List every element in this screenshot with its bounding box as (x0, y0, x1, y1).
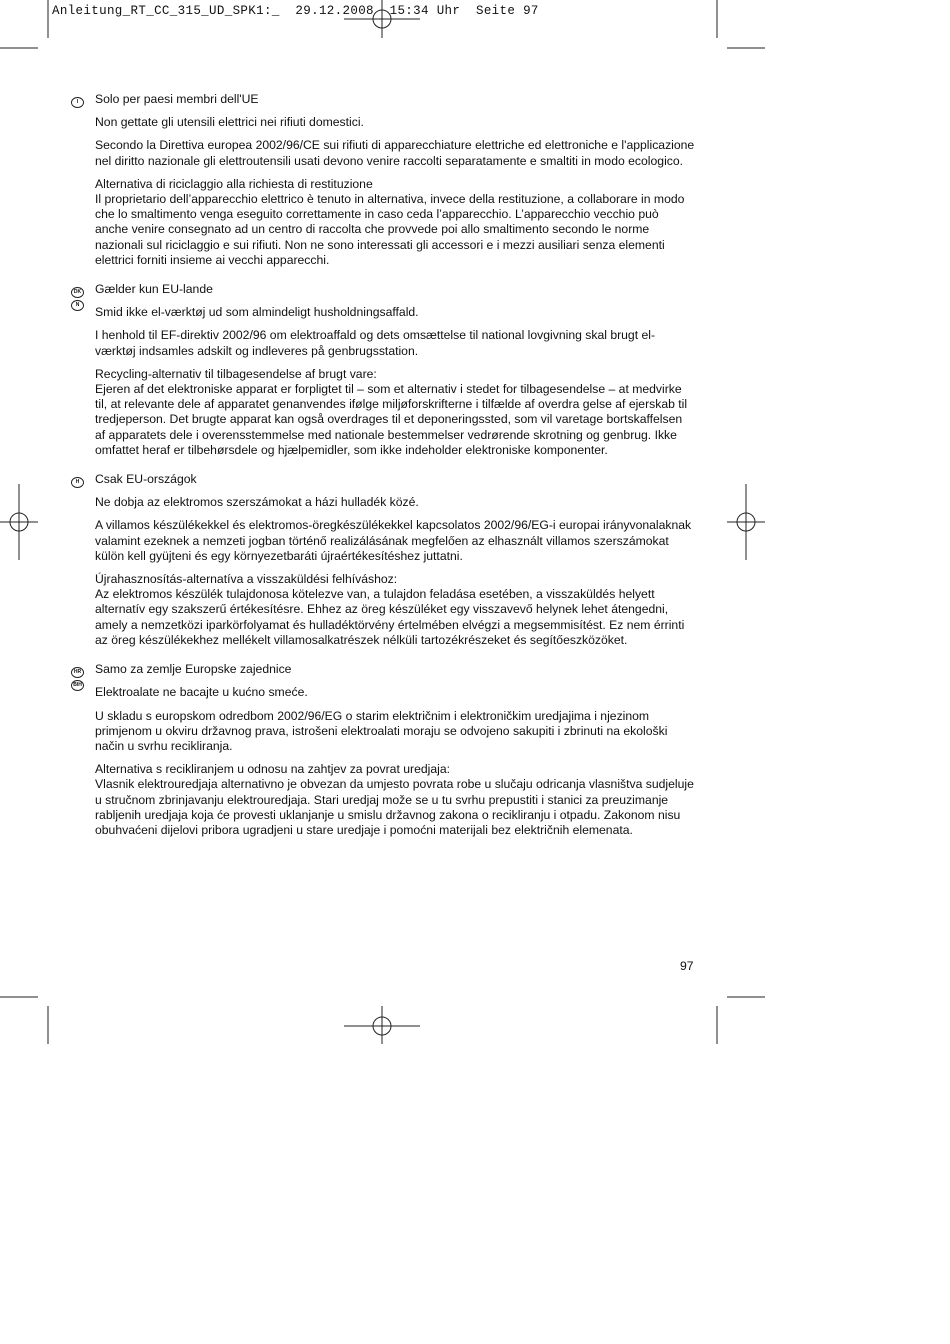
language-badge-icon: N (71, 300, 84, 311)
section-hungarian (75, 472, 695, 648)
page-content (73, 92, 695, 852)
section-heading: Solo per paesi membri dell'UE (95, 92, 259, 106)
language-badges (71, 477, 84, 490)
paragraph: Secondo la Direttiva europea 2002/96/CE sui rifiuti di apparecchiature elettriche ed elettroniche e l'applicazione nel diritto nazionale gli elettroutensili usati devono venire raccolti separatamente e smaltiti in modo ecologico. (95, 138, 695, 168)
paragraph: I henhold til EF-direktiv 2002/96 om elektroaffald og dets omsættelse til national lovgivning skal brugt el-værktøj indsamles adskilt og indleveres på genbrugsstation. (95, 328, 656, 358)
print-slug-line: Anleitung_RT_CC_315_UD_SPK1:_ 29.12.2008 15:34 Uhr Seite 97 (52, 4, 539, 18)
section-heading: Csak EU-országok (95, 472, 197, 487)
paragraph: Alternativa di riciclaggio alla richiesta di restituzione Il proprietario dell’apparecchio elettrico è tenuto in alternativa, invece della restituzione, a collaborare in modo che lo smaltimento venga eseguito correttamente in caso ceda l’apparecchio. L’apparecchio vecchio può anche venire consegnato ad un centro di raccolta che provvede poi allo smaltimento secondo le norme nazionali sul riciclaggio e sui rifiuti. Non ne sono interessati gli accessori e i mezzi ausiliari senza elementi elettrici forniti insieme ai vecchi apparecchi. (95, 176, 685, 267)
paragraph: Non gettate gli utensili elettrici nei rifiuti domestici. (95, 115, 364, 130)
paragraph: Recycling-alternativ til tilbagesendelse af brugt vare: Ejeren af det elektroniske apparat er forpligtet til – som et alternativ i stedet for tilbagesendelse – at medvirke til, at relevante dele af apparatet genanvendes ifølge miljøforskrifterne i tilfælde af overdra gelse af ejerskab til tredjeperson. Det brugte apparat kan også overdrages til et deponeringssted, som vil varetage bortskaffelsen af apparatets dele i overensstemmelse med nationale bestemmelser vedrørende skrotning og genbrug. Ikke omfattet heraf er tilbehørsdele og hjælpemidler, som ikke indeholder elektroniske komponenter. (95, 366, 688, 457)
paragraph: Ne dobja az elektromos szerszámokat a házi hulladék közé. (95, 495, 419, 510)
paragraph: A villamos készülékekkel és elektromos-öregkészülékekkel kapcsolatos 2002/96/EG-i europai irányvonalaknak valamint ezeknek a nemzeti jogban történő realizálásának megfelően az elhasznált villamos szerszámokat külön kell gyüjteni és egy környezetbaráti újraértékesítéshez juttatni. (95, 518, 692, 563)
language-badge-icon: I (71, 97, 84, 108)
language-badge-icon: H (71, 477, 84, 488)
paragraph: U skladu s europskom odredbom 2002/96/EG o starim električnim i elektroničkim uredjajima i njezinom primjenom u okviru državnog prava, istrošeni elektroalati moraju se odvojeno sakupiti i zbrinuti na ekološki način u svrhu recikliranja. (95, 708, 668, 753)
section-heading: Gælder kun EU-lande (95, 282, 213, 297)
paragraph: Smid ikke el-værktøj ud som almindeligt husholdningsaffald. (95, 305, 419, 320)
section-heading: Samo za zemlje Europske zajednice (95, 662, 292, 677)
language-badge-icon: BIH (71, 680, 84, 691)
paragraph: Alternativa s recikliranjem u odnosu na zahtjev za povrat uredjaja: Vlasnik elektrouredjaja alternativno je obvezan da umjesto povrata robe u slučaju odricanja vlasništva sudjeluje u stručnom zbrinjavanju elektrouredjaja. Stari uredjaj može se u tu svrhu prepustiti i stanici za preuzimanje rabljenih uredjaja koja će provesti uklanjanje u smislu državnog zakona o recikliranju i otpadu. Zakonom nisu obuhvaćeni dijelovi pribora ugradjeni u stare uredjaje i pomoćni materijali bez električnih elemenata. (95, 762, 694, 837)
language-badge-icon: DK (71, 287, 84, 298)
section-italian (76, 92, 695, 268)
language-badges (71, 287, 84, 313)
section-danish-norwegian (73, 282, 695, 458)
language-badges (71, 667, 84, 693)
section-croatian-bosnian (73, 662, 695, 838)
page-number: 97 (680, 959, 694, 973)
paragraph: Újrahasznosítás-alternatíva a visszaküldési felhíváshoz: Az elektromos készülék tulajdonosa kötelezve van, a tulajdon feladása esetében, a visszaküldés helyett alternatív egy szakszerű értékesítésre. Ehhez az öreg készüléket egy visszavevő helynek lehet átengedni, amely a nemzetközi iparkörfolyamat és hulladéktörvény értelmében elvégzi a megsemmisítést. Ez nem érrinti az öreg készülékekhez mellékelt villamosalkatrészek nélküli tartozékrészeket és segítőeszközöket. (95, 572, 685, 647)
paragraph: Elektroalate ne bacajte u kućno smeće. (95, 685, 308, 700)
language-badge-icon: HR (71, 667, 84, 678)
language-badges (71, 97, 84, 110)
